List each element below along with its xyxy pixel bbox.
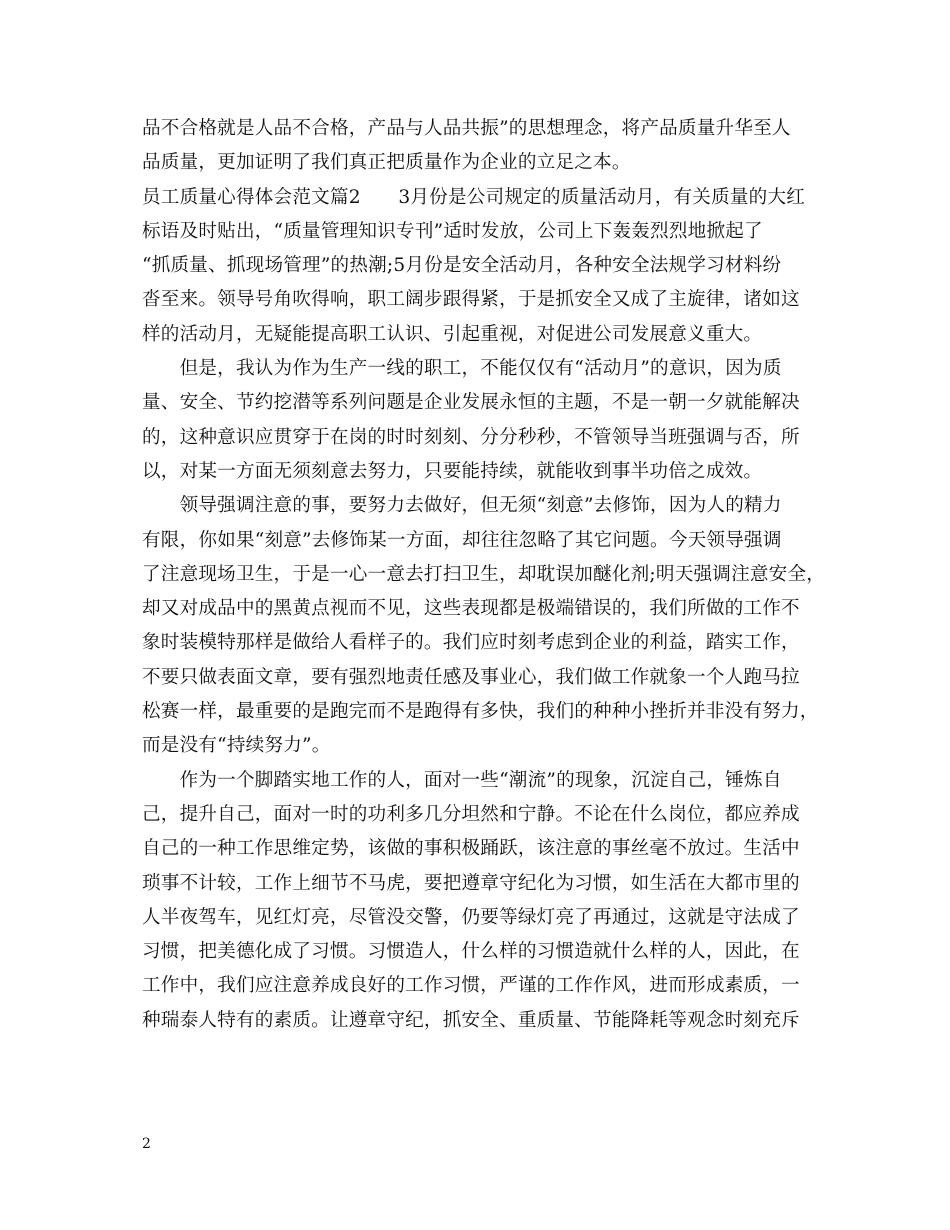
text-line: 象时装模特那样是做给人看样子的。我们应时刻考虑到企业的利益，踏实工作， <box>142 632 800 654</box>
text-line: 习惯，把美德化成了习惯。习惯造人，什么样的习惯造就什么样的人，因此，在 <box>142 941 800 963</box>
text-line: 品质量，更加证明了我们真正把质量作为企业的立足之本。 <box>142 152 631 174</box>
text-line: 品不合格就是人品不合格，产品与人品共振”的思想理念，将产品质量升华至人 <box>142 118 791 139</box>
text-line: 却又对成品中的黑黄点视而不见，这些表现都是极端错误的，我们所做的工作不 <box>142 598 800 620</box>
text-line: 作为一个脚踏实地工作的人，面对一些“潮流”的现象，沉淀自己，锤炼自 <box>142 769 782 791</box>
text-line: 人半夜驾车，见红灯亮，尽管没交警，仍要等绿灯亮了再通过，这就是守法成了 <box>142 906 800 928</box>
text-line: “抓质量、抓现场管理”的热潮;5月份是安全活动月，各种安全法规学习材料纷 <box>142 255 782 277</box>
text-line: 种瑞泰人特有的素质。让遵章守纪，抓安全、重质量、节能降耗等观念时刻充斥 <box>142 1009 800 1031</box>
text-line: 但是，我认为作为生产一线的职工，不能仅仅有“活动月”的意识，因为质 <box>142 358 782 380</box>
text-line: 员工质量心得体会范文篇2 3月份是公司规定的质量活动月，有关质量的大红 <box>142 186 806 208</box>
text-line: 样的活动月，无疑能提高职工认识、引起重视，对促进公司发展意义重大。 <box>142 323 763 345</box>
text-line: 不要只做表面文章，要有强烈地责任感及事业心，我们做工作就象一个人跑马拉 <box>142 666 800 688</box>
text-line: 了注意现场卫生，于是一心一意去打扫卫生，却耽误加醚化剂;明天强调注意安全， <box>142 563 826 585</box>
text-line: 沓至来。领导号角吹得响，职工阔步跟得紧，于是抓安全又成了主旋律，诸如这 <box>142 289 800 311</box>
text-line: 领导强调注意的事，要努力去做好，但无须“刻意”去修饰，因为人的精力 <box>142 495 782 517</box>
text-line: 琐事不计较，工作上细节不马虎，要把遵章守纪化为习惯，如生活在大都市里的 <box>142 872 800 894</box>
text-line: 自己的一种工作思维定势，该做的事积极踊跃，该注意的事丝毫不放过。生活中 <box>142 838 800 860</box>
page-number: 2 <box>142 1136 151 1152</box>
text-line: 工作中，我们应注意养成良好的工作习惯，严谨的工作作风，进而形成素质，一 <box>142 975 800 997</box>
text-line: 己，提升自己，面对一时的功利多几分坦然和宁静。不论在什么岗位，都应养成 <box>142 803 800 825</box>
text-line: 标语及时贴出，“质量管理知识专刊”适时发放，公司上下轰轰烈烈地掀起了 <box>142 220 763 242</box>
text-line: 量、安全、节约挖潜等系列问题是企业发展永恒的主题，不是一朝一夕就能解决 <box>142 392 800 414</box>
body-text <box>142 112 826 1038</box>
text-line: 而是没有“持续努力”。 <box>142 735 331 757</box>
text-line: 的，这种意识应贯穿于在岗的时时刻刻、分分秒秒，不管领导当班强调与否，所 <box>142 426 800 448</box>
text-line: 松赛一样，最重要的是跑完而不是跑得有多快，我们的种种小挫折并非没有努力， <box>142 701 819 723</box>
text-line: 以，对某一方面无须刻意去努力，只要能持续，就能收到事半功倍之成效。 <box>142 460 763 482</box>
text-line: 有限，你如果“刻意”去修饰某一方面，却往往忽略了其它问题。今天领导强调 <box>142 529 782 551</box>
